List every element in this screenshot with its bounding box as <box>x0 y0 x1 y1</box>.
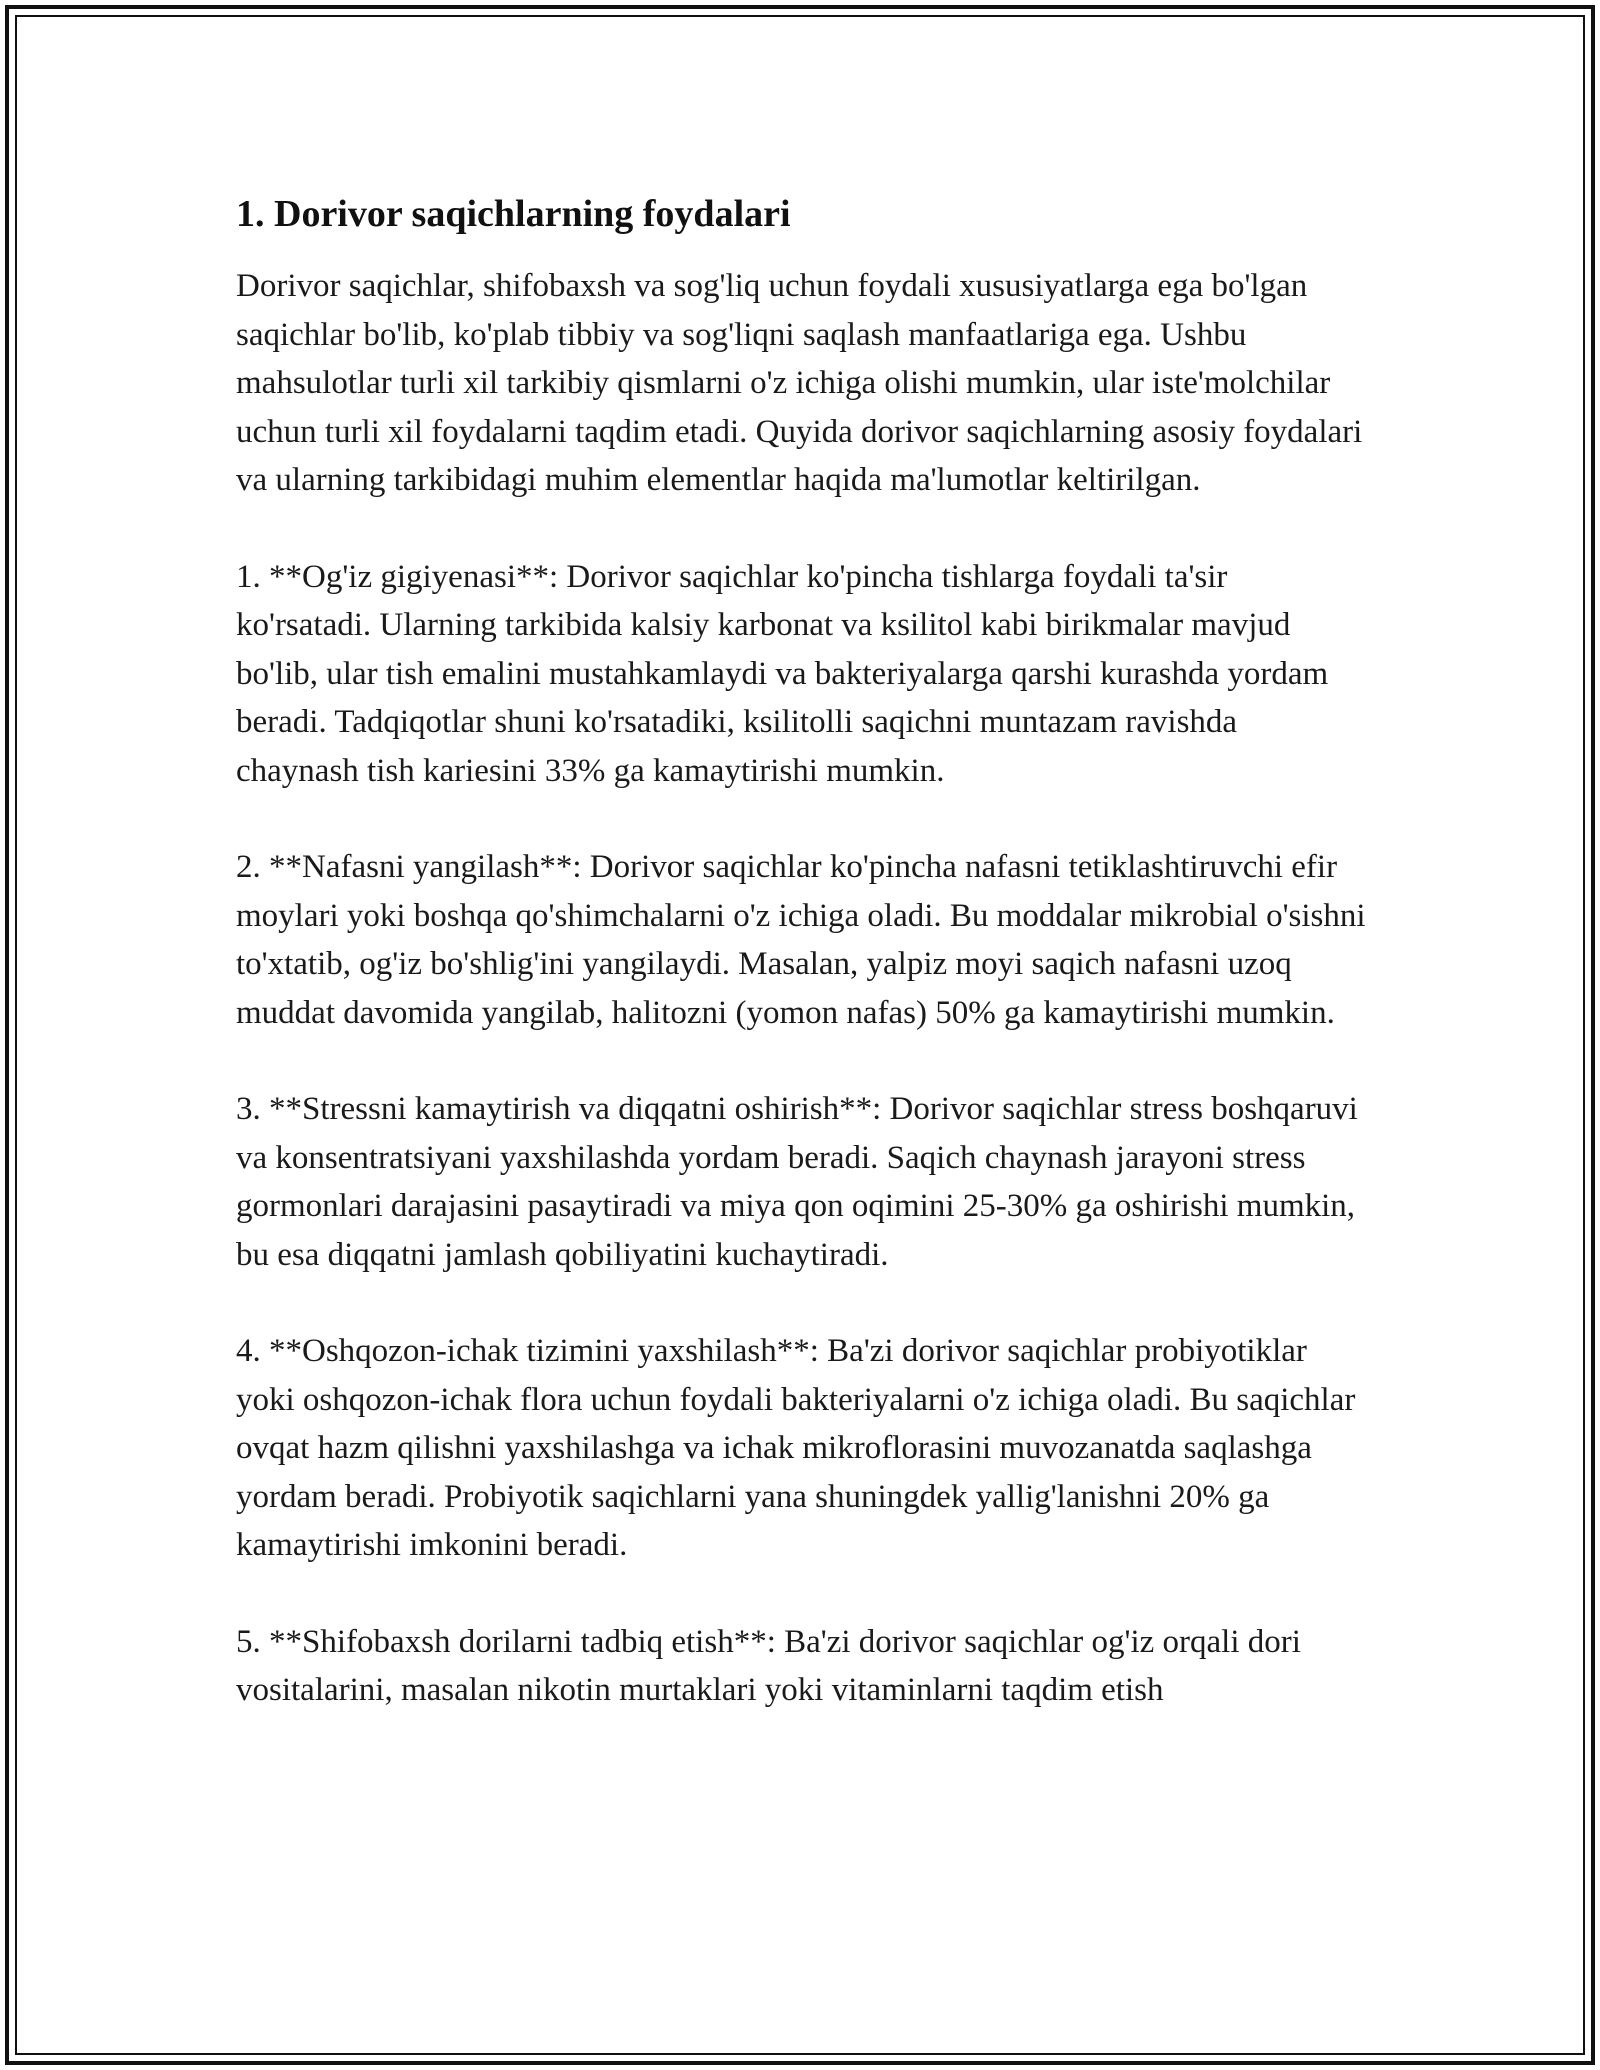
benefit-drug-delivery-paragraph: 5. **Shifobaxsh dorilarni tadbiq etish**: Ba'zi dorivor saqichlar og'iz orqali dori vositalarini, masalan nikotin murtaklari yoki vitaminlarni taqdim etish <box>236 1623 1301 1708</box>
benefit-breath-freshening-paragraph: 2. **Nafasni yangilash**: Dorivor saqichlar ko'pincha nafasni tetiklashtiruvchi efir moylari yoki boshqa qo'shimchalarni o'z ichiga oladi. Bu moddalar mikrobial o'sishni to'xtatib, og'iz bo'shlig'ini yangilaydi. Masalan, yalpiz moyi saqich nafasni uzoq muddat davomida yangilab, halitozni (yomon nafas) 50% ga kamaytirishi mumkin. <box>236 849 1366 1031</box>
benefit-oral-hygiene-paragraph: 1. **Og'iz gigiyenasi**: Dorivor saqichlar ko'pincha tishlarga foydali ta'sir ko'rsatadi. Ularning tarkibida kalsiy karbonat va ksilitol kabi birikmalar mavjud bo'lib, ular tish emalini mustahkamlaydi va bakteriyalarga qarshi kurashda yordam beradi. Tadqiqotlar shuni ko'rsatadiki, ksilitolli saqichni muntazam ravishda chaynash tish kariesini 33% ga kamaytirishi mumkin. <box>236 558 1329 789</box>
benefit-digestion-paragraph: 4. **Oshqozon-ichak tizimini yaxshilash**: Ba'zi dorivor saqichlar probiyotiklar yoki oshqozon-ichak flora uchun foydali bakteriyalarni o'z ichiga oladi. Bu saqichlar ovqat hazm qilishni yaxshilashga va ichak mikroflorasini muvozanatda saqlashga yordam beradi. Probiyotik saqichlarni yana shuningdek yallig'lanishni 20% ga kamaytirishi imkonini beradi. <box>236 1333 1356 1563</box>
section-heading: 1. Dorivor saqichlarning foydalari <box>236 193 791 235</box>
intro-paragraph: Dorivor saqichlar, shifobaxsh va sog'liq uchun foydali xususiyatlarga ega bo'lgan saqichlar bo'lib, ko'plab tibbiy va sog'liqni saqlash manfaatlariga ega. Ushbu mahsulotlar turli xil tarkibiy qismlarni o'z ichiga olishi mumkin, ular iste'molchilar uchun turli xil foydalarni taqdim etadi. Quyida dorivor saqichlarning asosiy foydalari va ularning tarkibidagi muhim elementlar haqida ma'lumotlar keltirilgan. <box>236 268 1363 498</box>
document-body <box>236 188 1366 1715</box>
benefit-stress-focus-paragraph: 3. **Stressni kamaytirish va diqqatni oshirish**: Dorivor saqichlar stress boshqaruvi va konsentratsiyani yaxshilashda yordam beradi. Saqich chaynash jarayoni stress gormonlari darajasini pasaytiradi va miya qon oqimini 25-30% ga oshirishi mumkin, bu esa diqqatni jamlash qobiliyatini kuchaytiradi. <box>236 1091 1358 1273</box>
